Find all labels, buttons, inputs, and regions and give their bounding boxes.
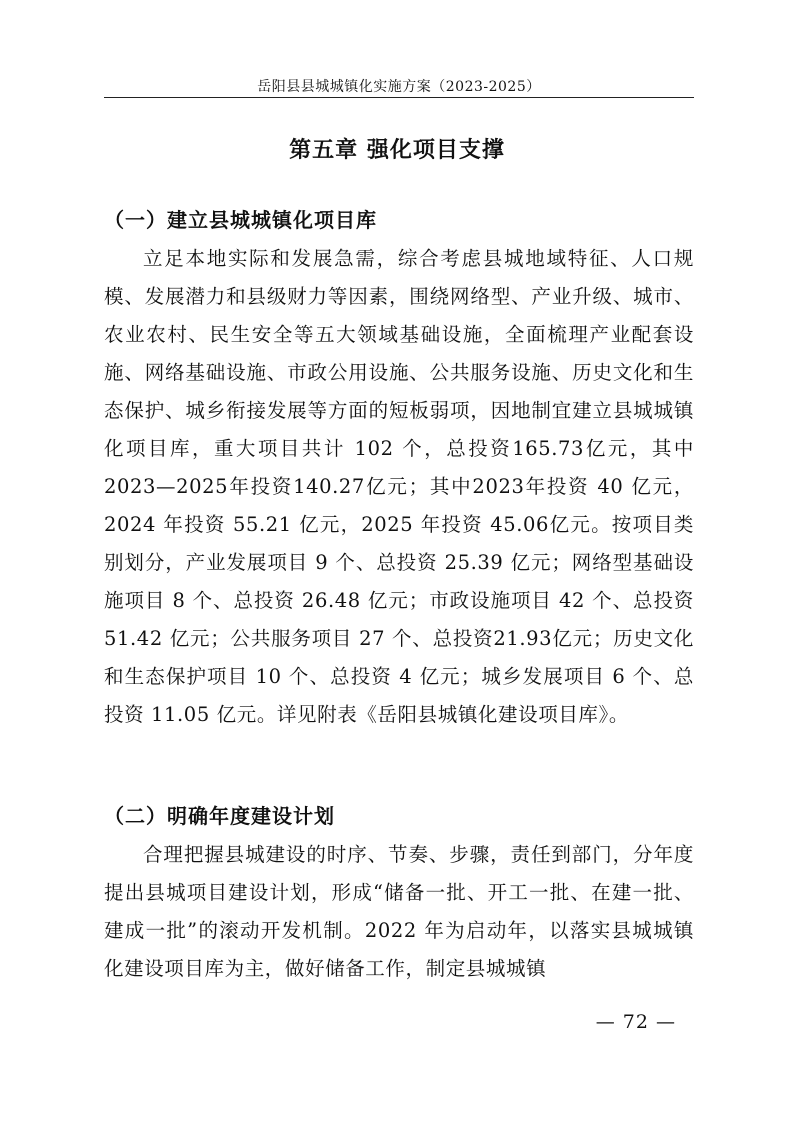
chapter-title: 第五章 强化项目支撑: [289, 138, 505, 163]
section-heading-project-library: （一）建立县城城镇化项目库: [104, 208, 377, 232]
running-header: 岳阳县县城城镇化实施方案（2023-2025）: [257, 79, 541, 95]
header-rule: [104, 97, 694, 98]
paragraph-project-library: 立足本地实际和发展急需，综合考虑县城地域特征、人口规模、发展潜力和县级财力等因素，围绕网络型、产业升级、城市、农业农村、民生安全等五大领域基础设施，全面梳理产业配套设施、网络基础设施、市政公用设施、公共服务设施、历史文化和生态保护、城乡衔接发展等方面的短板弱项，因地制宜建立县城城镇化项目库，重大项目共计 102 个，总投资165.73亿元，其中2023—2025年投资140.27亿元；其中2023年投资 40 亿元，2024 年投资 55.21 亿元，2025 年投资 45.06亿元。按项目类别划分，产业发展项目 9 个、总投资 25.39 亿元；网络型基础设施项目 8 个、总投资 26.48 亿元；市政设施项目 42 个、总投资 51.42 亿元；公共服务项目 27 个、总投资21.93亿元；历史文化和生态保护项目 10 个、总投资 4 亿元；城乡发展项目 6 个、总投资 11.05 亿元。详见附表《岳阳县城镇化建设项目库》。: [104, 247, 694, 726]
page-number: — 72 —: [595, 1011, 676, 1033]
paragraph-annual-plan: 合理把握县城建设的时序、节奏、步骤，责任到部门，分年度提出县城项目建设计划，形成“储备一批、开工一批、在建一批、建成一批”的滚动开发机制。2022 年为启动年，以落实县城城镇化建设项目库为主，做好储备工作，制定县城城镇: [104, 843, 694, 980]
section-heading-annual-plan: （二）明确年度建设计划: [104, 804, 335, 828]
